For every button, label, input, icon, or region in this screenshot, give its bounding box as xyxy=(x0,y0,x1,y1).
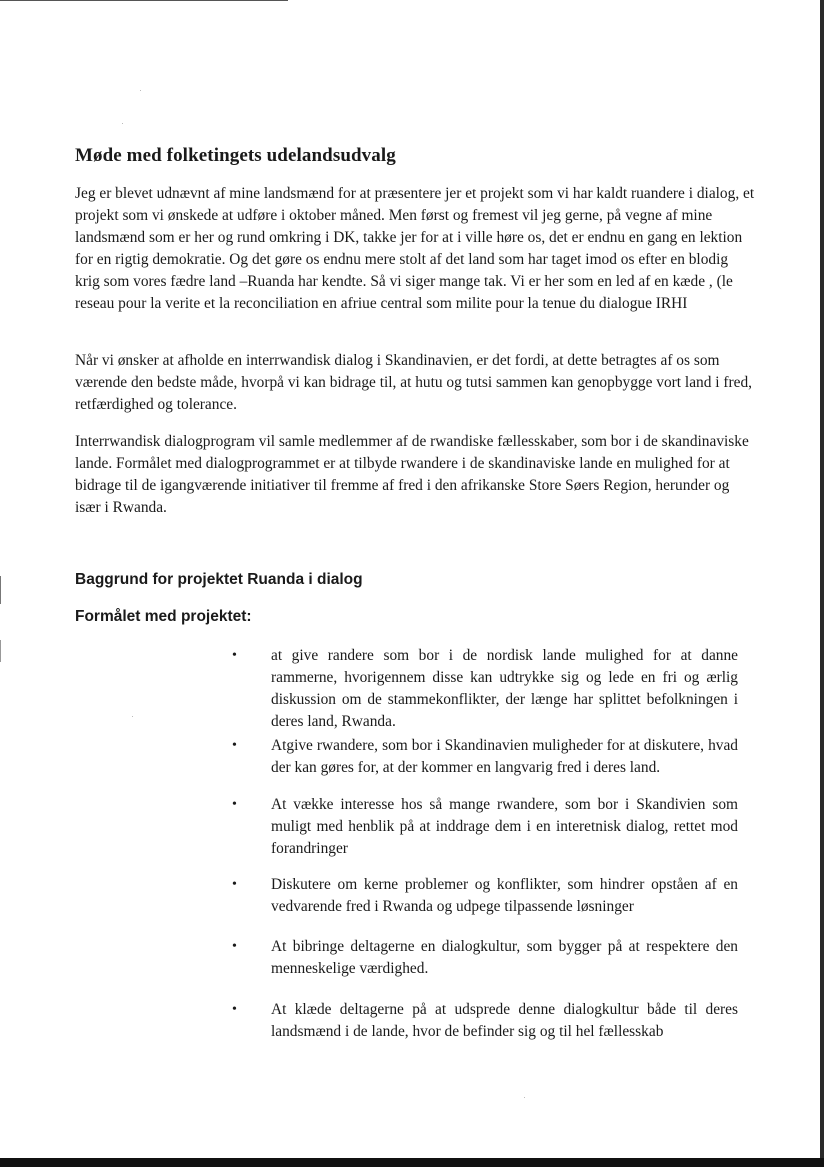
program-description-paragraph: Interrwandisk dialogprogram vil samle medlemmer af de rwandiske fællesskaber, som bor i de skandinaviske lande. Formålet med dialogprogrammet er at tilbyde rwandere i de skandinaviske lande en mulighed for at bidrage til de igangværende initiativer til fremme af fred i den afrikanske Store Søers Region, herunder og især i Rwanda. xyxy=(75,433,749,516)
bullet-icon: • xyxy=(232,738,237,753)
scan-speck xyxy=(122,123,123,124)
list-item-text: At klæde deltagerne på at udsprede denne dialogkultur både til deres landsmænd i de lande, hvor de befinder sig og til hel fællesskab xyxy=(271,1001,738,1040)
bullet-icon: • xyxy=(232,877,237,892)
page-title: Møde med folketingets udelandsudvalg xyxy=(75,145,396,166)
scan-bottom-border xyxy=(0,1158,824,1167)
scan-top-edge-line xyxy=(0,0,288,1)
scan-speck xyxy=(524,1097,525,1098)
list-item-text: Atgive rwandere, som bor i Skandinavien muligheder for at diskutere, hvad der kan gøres for, at der kommer en langvarig fred i deres land. xyxy=(271,737,738,776)
bullet-icon: • xyxy=(232,939,237,954)
list-item-text: Diskutere om kerne problemer og konflikter, som hindrer opståen af en vedvarende fred i Rwanda og udpege tilpassende løsninger xyxy=(271,876,738,915)
list-item xyxy=(232,645,738,733)
list-item xyxy=(232,874,738,918)
bullet-icon: • xyxy=(232,1002,237,1017)
bullet-icon: • xyxy=(232,648,237,663)
scan-speck xyxy=(140,90,141,91)
sub-heading: Formålet med projektet: xyxy=(75,608,252,625)
scan-left-margin-mark xyxy=(0,640,1,662)
dialog-purpose-paragraph: Når vi ønsker at afholde en interrwandisk dialog i Skandinavien, er det fordi, at dette betragtes af os som værende den bedste måde, hvorpå vi kan bidrage til, at hutu og tutsi sammen kan genopbygge vort land i fred, retfærdighed og tolerance. xyxy=(75,352,753,413)
list-item xyxy=(232,999,738,1043)
list-item xyxy=(232,936,738,980)
list-item-text: at give randere som bor i de nordisk lande mulighed for at danne rammerne, hvorigennem disse kan udtrykke sig og lede en fri og ærlig diskussion om de stammekonflikter, der længe har splittet befolkningen i deres land, Rwanda. xyxy=(271,647,738,730)
scan-left-margin-mark xyxy=(0,576,1,604)
list-item-text: At vække interesse hos så mange rwandere, som bor i Skandivien som muligt med henblik på at inddrage dem i en interetnisk dialog, rettet mod forandringer xyxy=(271,796,738,857)
bullet-icon: • xyxy=(232,797,237,812)
section-heading: Baggrund for projektet Ruanda i dialog xyxy=(75,571,363,588)
list-item xyxy=(232,794,738,860)
scan-speck xyxy=(132,716,133,717)
scan-right-border xyxy=(820,0,824,1158)
list-item xyxy=(232,735,738,779)
intro-paragraph: Jeg er blevet udnævnt af mine landsmænd for at præsentere jer et projekt som vi har kaldt ruandere i dialog, et projekt som vi ønskede at udføre i oktober måned. Men først og fremest vil jeg gerne, på vegne af mine landsmænd som er her og rund omkring i DK, takke jer for at i ville høre os, det er endnu en gang en lektion for en rigtig demokratie. Og det gøre os endnu mere stolt af det land som har taget imod os efter en blodig krig som vores fædre land –Ruanda har kendte. Så vi siger mange tak. Vi er her som en led af en kæde , (le reseau pour la verite et la reconciliation en afriue central som milite pour la tenue du dialogue IRHI xyxy=(75,185,755,312)
list-item-text: At bibringe deltagerne en dialogkultur, som bygger på at respektere den menneskelige værdighed. xyxy=(271,938,738,977)
